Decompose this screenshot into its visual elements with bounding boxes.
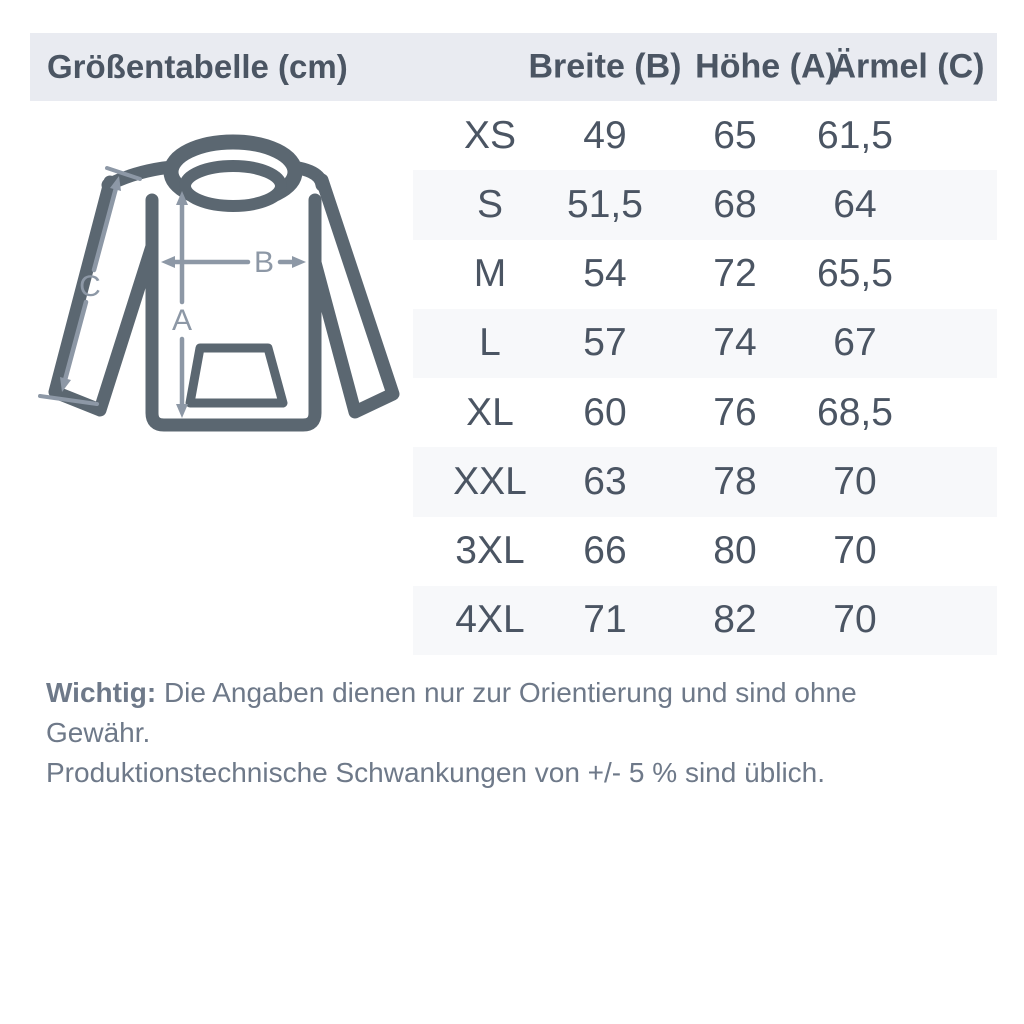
table-row <box>413 447 997 516</box>
page-title: Größentabelle (cm) <box>47 48 348 85</box>
hoehe-value: 74 <box>713 321 757 365</box>
table-row <box>413 240 997 309</box>
measurement-label-a: A <box>171 304 193 337</box>
breite-value: 57 <box>583 321 627 365</box>
size-label: XXL <box>453 459 527 503</box>
table-row <box>413 586 997 655</box>
aermel-value: 67 <box>833 321 877 365</box>
aermel-value: 61,5 <box>817 113 893 157</box>
table-header-bar <box>30 33 997 101</box>
size-label: M <box>473 252 507 296</box>
aermel-value: 70 <box>833 529 877 573</box>
table-row <box>413 309 997 378</box>
column-header-hoehe: Höhe (A) <box>695 47 837 86</box>
size-label: L <box>479 321 501 365</box>
column-header-aermel: Ärmel (C) <box>831 47 985 86</box>
aermel-value: 68,5 <box>817 390 893 434</box>
aermel-value: 64 <box>833 182 877 226</box>
size-label: XS <box>463 113 517 157</box>
table-row <box>413 378 997 447</box>
hoehe-value: 76 <box>713 390 757 434</box>
hoodie-measurement-diagram <box>30 118 405 453</box>
hoehe-value: 82 <box>713 598 757 642</box>
hoehe-value: 68 <box>713 182 757 226</box>
column-header-breite: Breite (B) <box>528 47 682 86</box>
aermel-value: 65,5 <box>817 252 893 296</box>
footer-note-line2: Produktionstechnische Schwankungen von +/- 5 % sind üblich. <box>46 757 826 788</box>
size-label: 4XL <box>455 598 525 642</box>
breite-value: 54 <box>583 252 627 296</box>
table-row <box>413 170 997 239</box>
breite-value: 71 <box>583 598 627 642</box>
breite-value: 60 <box>583 390 627 434</box>
aermel-value: 70 <box>833 598 877 642</box>
breite-value: 66 <box>583 529 627 573</box>
table-row <box>413 101 997 170</box>
footer-note-line1: Die Angaben dienen nur zur Orientierung und sind ohne Gewähr. <box>46 677 857 748</box>
size-table <box>413 101 997 655</box>
size-label: 3XL <box>455 529 525 573</box>
measurement-label-b: B <box>253 246 275 279</box>
size-label: XL <box>466 390 514 434</box>
measurement-label-c: C <box>79 270 101 303</box>
hoehe-value: 78 <box>713 459 757 503</box>
size-label: S <box>476 182 504 226</box>
hoehe-value: 65 <box>713 113 757 157</box>
breite-value: 49 <box>583 113 627 157</box>
breite-value: 51,5 <box>567 182 643 226</box>
table-row <box>413 517 997 586</box>
right-sleeve <box>313 180 393 412</box>
footer-note <box>46 673 966 793</box>
hoehe-value: 80 <box>713 529 757 573</box>
hood-inner-ring <box>185 166 281 206</box>
left-sleeve <box>55 182 154 410</box>
breite-value: 63 <box>583 459 627 503</box>
aermel-value: 70 <box>833 459 877 503</box>
kangaroo-pocket <box>190 348 283 403</box>
footer-important-label: Wichtig: <box>46 677 157 708</box>
hoehe-value: 72 <box>713 252 757 296</box>
